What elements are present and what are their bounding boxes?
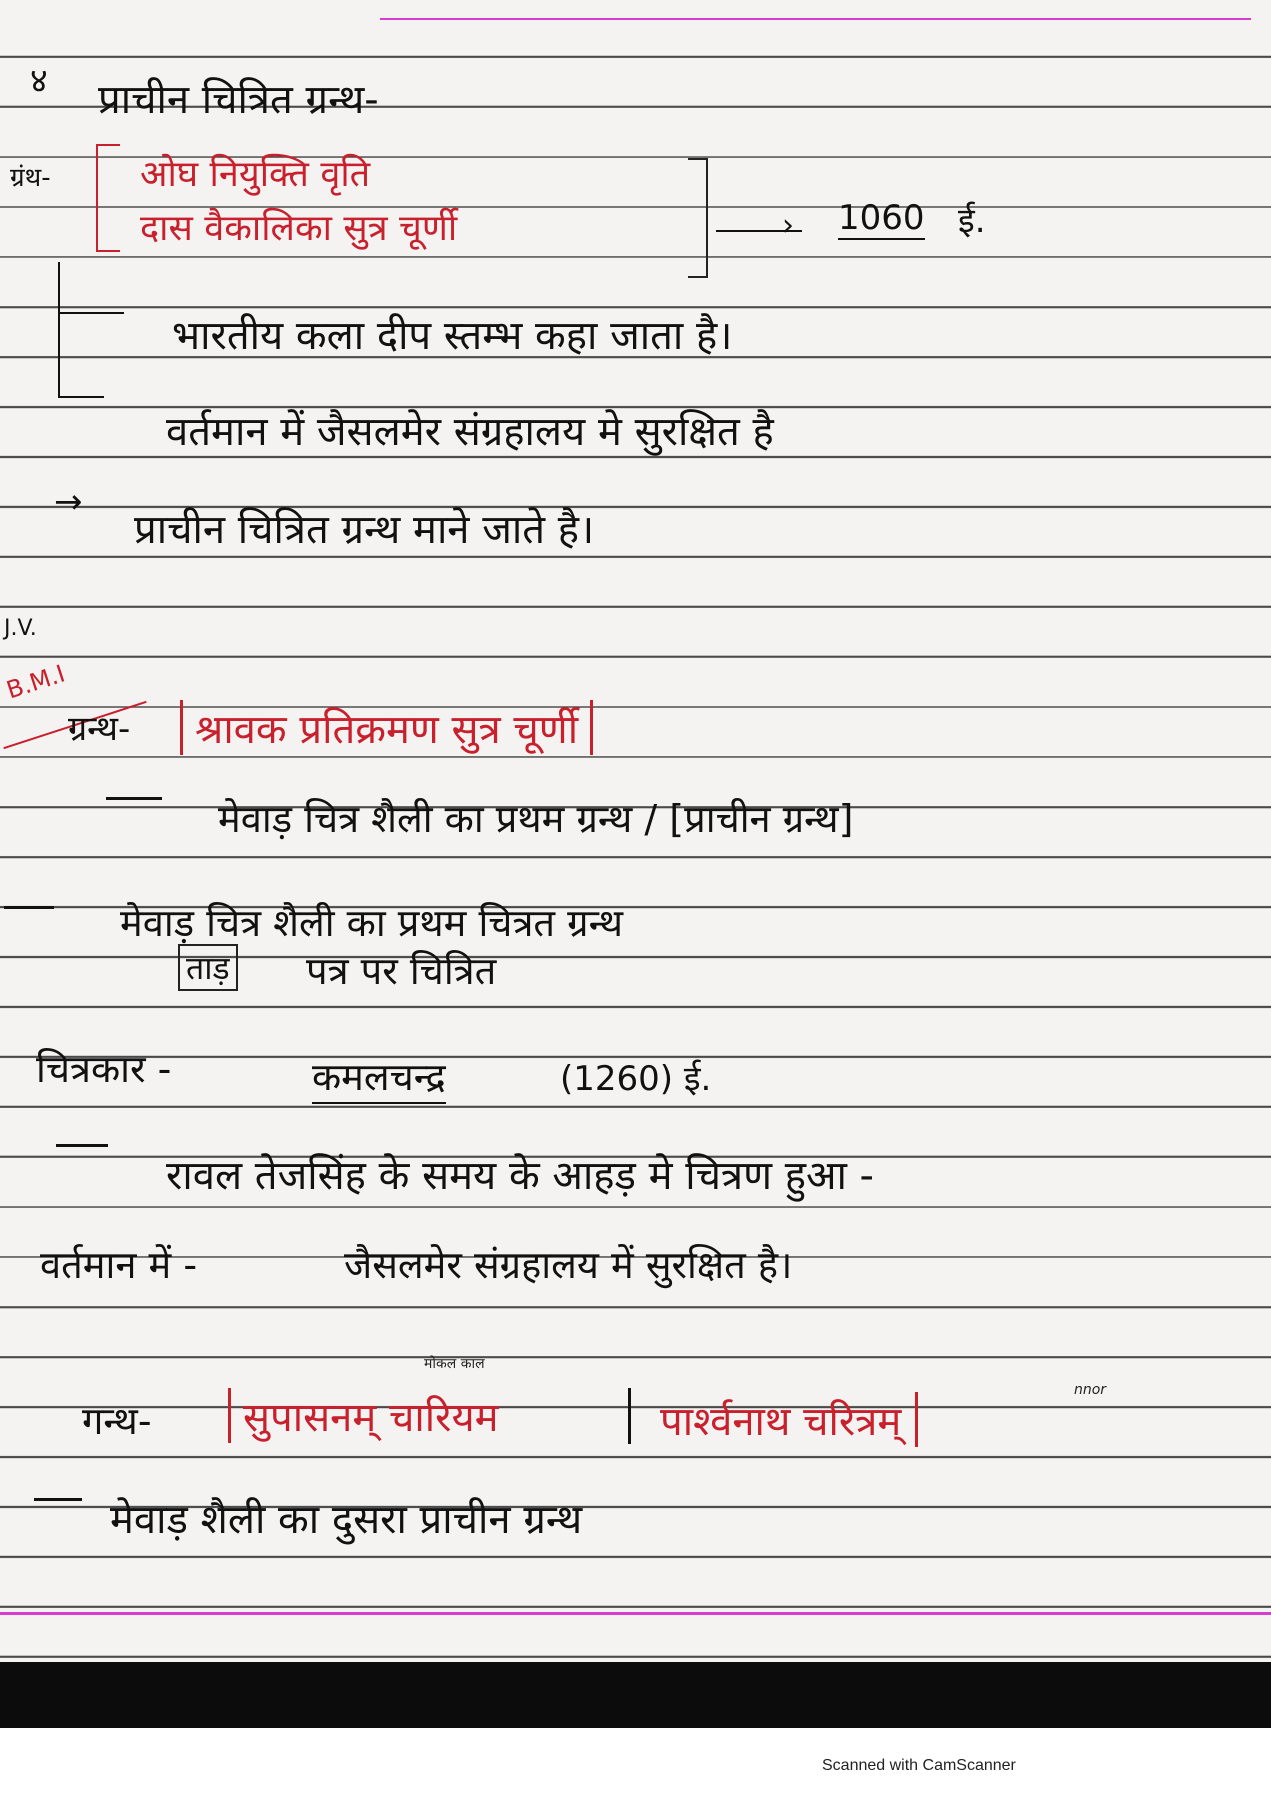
section1-year-suffix: ई. [958, 201, 986, 241]
section1-line2: वर्तमान में जैसलमेर संग्रहालय मे सुरक्षित है [166, 409, 774, 455]
arrow-head: › [782, 208, 794, 243]
section3-label: गन्थ- [82, 1399, 152, 1443]
section3-divider [628, 1388, 631, 1444]
section2-line3: पत्र पर चित्रित [306, 949, 497, 993]
side-note-top: J.V. [4, 616, 37, 641]
section2-line2: मेवाड़ चित्र शैली का प्रथम चित्रत ग्रन्थ [120, 901, 624, 945]
section2-label: ग्रन्थ- [68, 709, 131, 749]
section1-line3: प्राचीन चित्रित ग्रन्थ माने जाते है। [134, 507, 595, 553]
section3-title-b: पार्श्वनाथ चरित्रम् [660, 1392, 918, 1447]
section1-bracket-left [96, 144, 120, 252]
section1-line1: भारतीय कला दीप स्तम्भ कहा जाता है। [172, 313, 733, 359]
section2-line5: जैसलमेर संग्रहालय में सुरक्षित है। [344, 1243, 793, 1287]
section1-item-2: दास वैकालिका सुत्र चूर्णी [140, 208, 458, 249]
section1-year: 1060 [838, 198, 925, 238]
section3-title-a: सुपासनम् चारियम [228, 1388, 499, 1443]
section3-line1: मेवाड़ शैली का दुसरा प्राचीन ग्रन्थ [110, 1497, 583, 1543]
margin-line-bottom [0, 1612, 1271, 1615]
painter-name: कमलचन्द्र [312, 1050, 446, 1104]
tree-vertical-line [58, 262, 60, 398]
section3-small-right: nnor [1074, 1382, 1107, 1398]
section1-bracket-right [688, 158, 708, 278]
section1-arrow: → [54, 482, 83, 522]
scanner-watermark: Scanned with CamScanner [822, 1757, 1016, 1774]
section2-line3-box: ताड़ [178, 944, 238, 991]
dash-1 [106, 797, 162, 800]
scan-edge [0, 1662, 1271, 1728]
side-note: B.M.I [3, 659, 69, 705]
painter-label: चित्रकार - [36, 1047, 172, 1091]
tree-branch-1 [58, 312, 124, 314]
section2-title: श्रावक प्रतिक्रमण सुत्र चूर्णी [180, 700, 593, 755]
dash-2 [4, 906, 54, 909]
tree-branch-2 [58, 396, 104, 398]
section1-item-1: ओघ नियुक्ति वृति [140, 154, 371, 195]
section2-line4: रावल तेजसिंह के समय के आहड़ मे चित्रण हुआ - [166, 1153, 874, 1199]
section2-line1: मेवाड़ चित्र शैली का प्रथम ग्रन्थ / [प्राचीन ग्रन्थ] [218, 797, 854, 841]
dash-4 [34, 1498, 82, 1501]
section1-label: ग्रंथ- [10, 163, 51, 193]
dash-3 [56, 1144, 108, 1147]
margin-line-top [380, 18, 1251, 20]
heading-marker: ४ [30, 61, 48, 101]
heading: प्राचीन चित्रित ग्रन्थ- [98, 77, 379, 123]
section3-small-top: मोकल काल [424, 1356, 485, 1372]
painter-year: (1260) ई. [560, 1059, 712, 1099]
section2-line5-label: वर्तमान में - [40, 1243, 198, 1287]
